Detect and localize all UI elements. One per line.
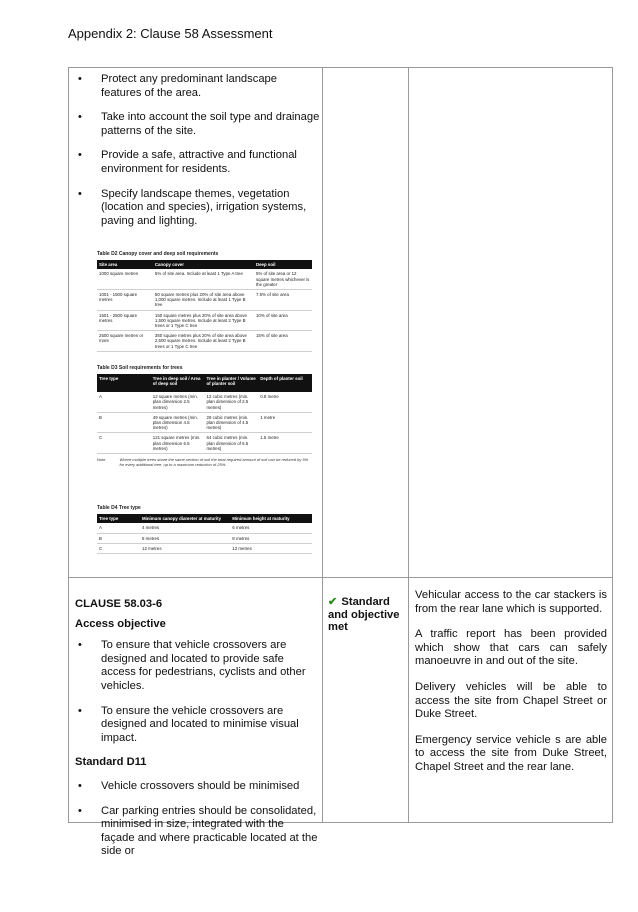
- table-row: [97, 523, 312, 533]
- table-cell: 121 square metres (min. plan dimension 6.5 metres): [151, 433, 205, 454]
- table-cell: 8 metres: [230, 533, 312, 543]
- table-cell: 0.8 metre: [258, 392, 312, 412]
- table-cell: 1 metre: [258, 412, 312, 433]
- bullet-item: • To ensure that vehicle crossovers are designed and located to provide safe access for pedestrians, cyclists and other vehicles.: [75, 639, 320, 693]
- landscape-objectives-cell: [75, 73, 320, 239]
- status-text: Standard and objective met: [328, 596, 400, 634]
- table-cell: 12 metres: [140, 543, 230, 553]
- note-label: Note: [97, 457, 106, 463]
- table-cell: 2500 square metres or more: [97, 331, 153, 352]
- table-cell: 5% of site area or 12 square metres whichever is the greater: [254, 269, 312, 289]
- column-header: Canopy cover: [153, 260, 254, 269]
- table-cell: 15% of site area: [254, 331, 312, 352]
- table-d4: [97, 506, 312, 554]
- table-caption: Table D3 Soil requirements for trees: [97, 365, 183, 371]
- status-cell: [328, 596, 408, 634]
- table-cell: 350 square metres plus 20% of site area above 2,500 square metres. Include at least 2 Type B trees or 1 Type C tree: [153, 331, 254, 352]
- objective-heading: Access objective: [75, 617, 166, 630]
- data-table: [97, 260, 312, 352]
- table-cell: 1000 square metres: [97, 269, 153, 289]
- table-cell: 7.5% of site area: [254, 290, 312, 311]
- table-cell: 1501 - 2500 square metres: [97, 310, 153, 331]
- column-header: Tree in deep soil / Area of deep soil: [151, 374, 205, 392]
- column-header: Tree type: [97, 514, 140, 523]
- table-caption: Table D2 Canopy cover and deep soil requirements: [97, 251, 219, 257]
- table-row: [97, 290, 312, 311]
- note-text: Where multiple trees share the same section of soil the total required amount of soil can be reduced by 5% for every additional tree, up to a maximum reduction of 25%.: [119, 457, 309, 467]
- table-row: [97, 310, 312, 331]
- landscape-bullet-list: [75, 73, 320, 228]
- table-cell: 4 metres: [140, 523, 230, 533]
- bullet-item: • Provide a safe, attractive and functional environment for residents.: [75, 149, 320, 176]
- table-cell: 49 square metres (min. plan dimension 4.5 metres): [151, 412, 205, 433]
- table-cell: C: [97, 433, 151, 454]
- table-note: [97, 458, 312, 468]
- table-cell: A: [97, 523, 140, 533]
- comment-paragraph: Emergency service vehicle s are able to access the site from Duke Street, Chapel Street and the rear lane.: [415, 733, 607, 773]
- table-row: [97, 331, 312, 352]
- row-divider: [69, 577, 612, 578]
- table-cell: 8 metres: [140, 533, 230, 543]
- comments-cell: [415, 589, 607, 787]
- bullet-item: • Take into account the soil type and drainage patterns of the site.: [75, 111, 320, 138]
- standard-heading: Standard D11: [75, 756, 147, 769]
- column-header: Site area: [97, 260, 153, 269]
- table-cell: 5% of site area. Include at least 1 Type A tree: [153, 269, 254, 289]
- bullet-item: • Specify landscape themes, vegetation (location and species), irrigation systems, paving and lighting.: [75, 188, 320, 229]
- table-cell: 12 cubic metres (min. plan dimension of 2.5 metres): [205, 392, 259, 412]
- bullet-item: • Vehicle crossovers should be minimised: [75, 780, 320, 794]
- data-table: [97, 514, 312, 554]
- bullet-item: • To ensure the vehicle crossovers are designed and located to minimise visual impact.: [75, 705, 320, 746]
- table-cell: C: [97, 543, 140, 553]
- table-row: [97, 533, 312, 543]
- table-cell: 50 square metres plus 20% of site area above 1,000 square metres. Include at least 1 Type B tree: [153, 290, 254, 311]
- table-cell: 6 metres: [230, 523, 312, 533]
- comment-paragraph: Delivery vehicles will be able to access the site from Chapel Street or Duke Street.: [415, 680, 607, 721]
- table-row: [97, 412, 312, 433]
- bullet-item: • Protect any predominant landscape features of the area.: [75, 73, 320, 100]
- table-d2: [97, 252, 312, 352]
- table-row: [97, 543, 312, 553]
- clause-cell: [75, 598, 320, 870]
- column-divider: [322, 68, 323, 822]
- column-header: Deep soil: [254, 260, 312, 269]
- table-cell: 1.5 metre: [258, 433, 312, 454]
- table-cell: 28 cubic metres (min. plan dimension of 4.5 metres): [205, 412, 259, 433]
- comment-paragraph: Vehicular access to the car stackers is from the rear lane which is supported.: [415, 589, 607, 615]
- table-d3: [97, 366, 312, 468]
- table-row: [97, 269, 312, 289]
- table-cell: A: [97, 392, 151, 412]
- page-title: Appendix 2: Clause 58 Assessment: [68, 26, 273, 41]
- column-header: Tree in planter / Volume of planter soil: [205, 374, 259, 392]
- table-cell: 12 metres: [230, 543, 312, 553]
- objective-bullet-list: [75, 639, 320, 745]
- checkmark-icon: ✔: [328, 596, 338, 608]
- table-cell: 64 cubic metres (min. plan dimension of 6.5 metres): [205, 433, 259, 454]
- column-header: Minimum height at maturity: [230, 514, 312, 523]
- table-caption: Table D4 Tree type: [97, 505, 141, 511]
- table-cell: 1001 - 1500 square metres: [97, 290, 153, 311]
- table-cell: 150 square metres plus 20% of site area above 1,500 square metres. Include at least 2 Type B trees or 1 Type C tree: [153, 310, 254, 331]
- comment-paragraph: A traffic report has been provided which show that cars can safely manoeuvre in and out of the site.: [415, 628, 607, 668]
- table-cell: 12 square metres (min. plan dimension 2.5 metres): [151, 392, 205, 412]
- table-row: [97, 392, 312, 412]
- clause-number: CLAUSE 58.03-6: [75, 598, 163, 610]
- table-cell: B: [97, 533, 140, 543]
- column-header: Minimum canopy diameter at maturity: [140, 514, 230, 523]
- bullet-item: • Car parking entries should be consolidated, minimised in size, integrated with the façade and where practicable located at the side or: [75, 805, 320, 859]
- table-row: [97, 433, 312, 454]
- table-cell: B: [97, 412, 151, 433]
- column-header: Depth of planter soil: [258, 374, 312, 392]
- column-header: Tree type: [97, 374, 151, 392]
- table-cell: 10% of site area: [254, 310, 312, 331]
- standard-bullet-list: [75, 780, 320, 859]
- column-divider: [408, 68, 409, 822]
- data-table: [97, 374, 312, 454]
